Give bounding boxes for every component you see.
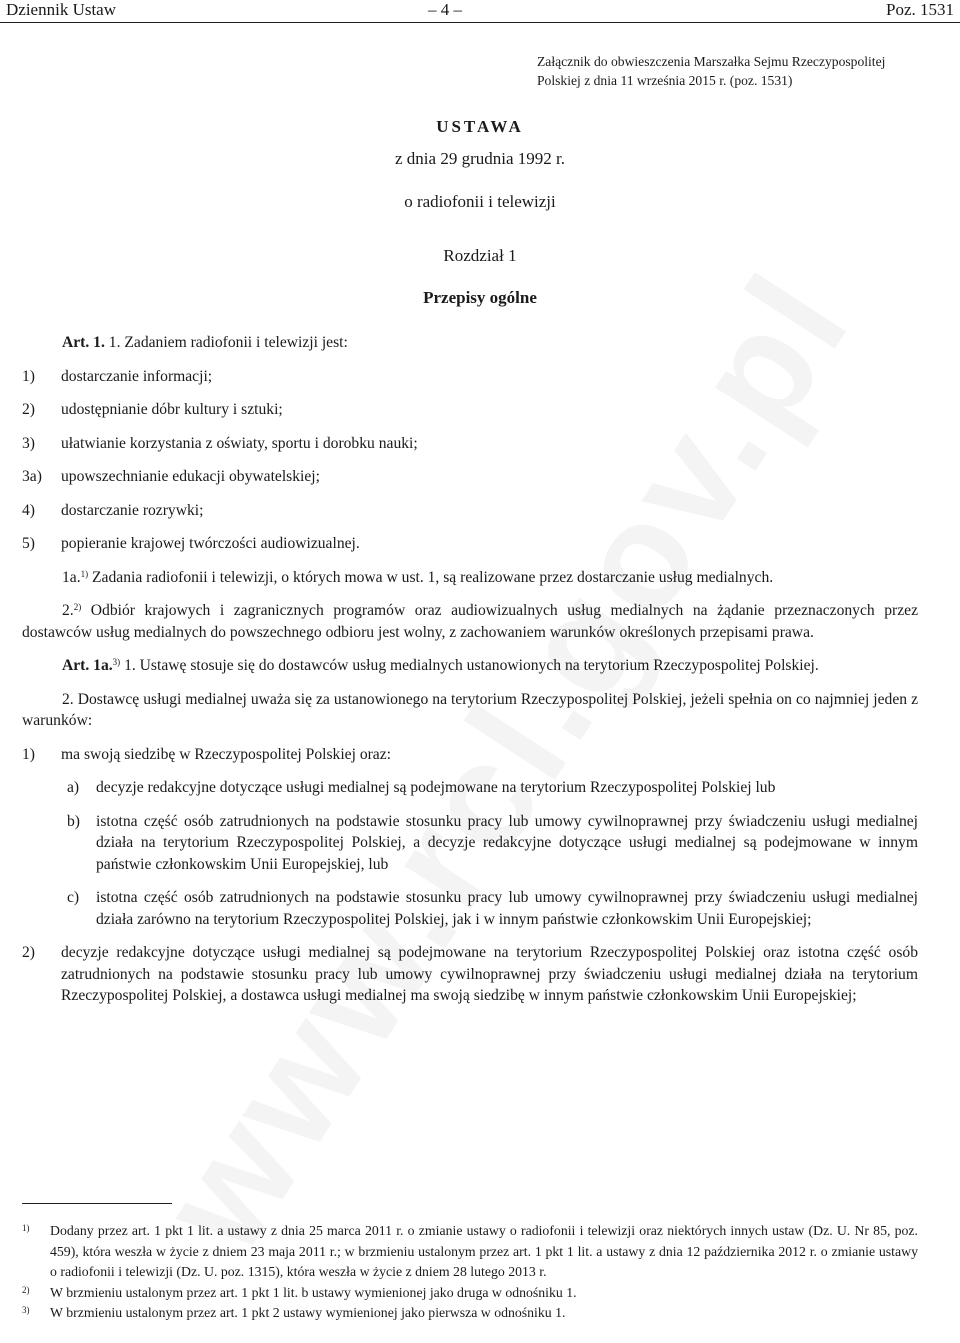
item-text: ułatwianie korzystania z oświaty, sportu i dorobku nauki; (61, 434, 418, 452)
paragraph-2 (22, 600, 918, 643)
item-number: 2) (22, 944, 35, 961)
list-item (22, 433, 918, 455)
chapter-label: Rozdział 1 (443, 246, 517, 265)
sub-list-item (67, 811, 918, 876)
act-date: z dnia 29 grudnia 1992 r. (395, 149, 565, 168)
footnote (22, 1221, 918, 1283)
footnote (22, 1303, 918, 1324)
act-type: USTAWA (436, 117, 524, 136)
list-item (22, 942, 918, 1007)
item-text: dostarczanie informacji; (61, 367, 213, 385)
article-label: Art. 1. (62, 334, 109, 351)
item-number: 5) (22, 535, 35, 552)
item-text: ma swoją siedzibę w Rzeczypospolitej Polskiej oraz: (61, 745, 391, 763)
footnote-separator (22, 1203, 172, 1204)
item-text: dostarczanie rozrywki; (61, 501, 204, 519)
page-number: – 4 – (428, 0, 462, 19)
item-number: 1) (22, 367, 35, 385)
journal-name: Dziennik Ustaw (6, 0, 117, 19)
footnotes (22, 1221, 918, 1324)
paragraph-text: Odbiór krajowych i zagranicznych programów oraz audiowizualnych usług medialnych na żądanie przeznaczonych przez dostawców usług medialnych do powszechnego odbioru jest wolny, z zachowaniem warunków określonych przepisami prawa. (22, 602, 918, 641)
item-number: 1) (22, 745, 35, 763)
list-item (22, 500, 918, 522)
item-text: upowszechnianie edukacji obywatelskiej; (61, 468, 320, 485)
document-body (22, 332, 918, 1019)
article-label: Art. 1a. (62, 657, 113, 674)
position-number: Poz. 1531 (886, 0, 954, 19)
annex-note-line: Załącznik do obwieszczenia Marszałka Sejmu Rzeczypospolitej (537, 54, 886, 69)
article-lead-text: 1. Zadaniem radiofonii i telewizji jest: (108, 334, 348, 351)
sub-list (22, 777, 918, 930)
item-number: 3) (22, 434, 35, 452)
paragraph-text: Zadania radiofonii i telewizji, o których mowa w ust. 1, są realizowane przez dostarczanie usług medialnych. (92, 568, 774, 586)
paragraph-text: 1. Ustawę stosuje się do dostawców usług medialnych ustanowionych na terytorium Rzeczypospolitej Polskiej. (124, 657, 819, 674)
page-header (0, 0, 960, 23)
list-item (22, 744, 918, 766)
chapter-title: Przepisy ogólne (423, 288, 537, 307)
sub-item-letter: a) (67, 779, 80, 796)
footnote-text: W brzmieniu ustalonym przez art. 1 pkt 2 ustawy wymienionej jako pierwsza w odnośniku 1. (50, 1305, 566, 1320)
footnote-mark: 3) (22, 1305, 30, 1315)
annex-note (537, 52, 947, 90)
sub-list-item (67, 887, 918, 930)
list-item (22, 533, 918, 555)
paragraph-number: 1a. (62, 568, 81, 586)
item-text: decyzje redakcyjne dotyczące usługi medialnej są podejmowane na terytorium Rzeczypospolitej Polskiej oraz istotna część osób zatrudnionych na podstawie stosunku pracy lub umowy cywilnoprawnej przy świadczeniu usługi medialnej działa na terytorium Rzeczypospolitej Polskiej, a dostawca usługi medialnej ma swoją siedzibę w innym państwie członkowskim Unii Europejskiej; (61, 944, 918, 1004)
footnote-text: W brzmieniu ustalonym przez art. 1 pkt 1 lit. b ustawy wymienionej jako druga w odnośniku 1. (50, 1284, 577, 1300)
annex-note-line: Polskiej z dnia 11 września 2015 r. (poz. 1531) (537, 73, 793, 88)
list-item (22, 466, 918, 488)
footnote-mark: 2) (22, 1284, 30, 1295)
footnote-ref[interactable]: 2) (73, 602, 82, 612)
item-number: 3a) (22, 468, 42, 485)
item-text: udostępnianie dóbr kultury i sztuki; (61, 401, 283, 418)
article-1a-paragraph-2 (22, 689, 918, 732)
item-number: 4) (22, 501, 35, 519)
paragraph-1a (22, 567, 918, 589)
act-subject: o radiofonii i telewizji (404, 192, 556, 211)
list-item (22, 399, 918, 421)
article-1a-paragraph-1 (22, 655, 918, 677)
sub-item-text: decyzje redakcyjne dotyczące usługi medialnej są podejmowane na terytorium Rzeczypospolitej Polskiej lub (96, 779, 776, 796)
paragraph-text: 2. Dostawcę usługi medialnej uważa się za ustanowionego na terytorium Rzeczypospolitej Polskiej, jeżeli spełnia on co najmniej jeden z warunków: (22, 690, 918, 729)
sub-item-text: istotna część osób zatrudnionych na podstawie stosunku pracy lub umowy cywilnoprawnej przy świadczeniu usługi medialnej działa na terytorium Rzeczypospolitej Polskiej, a decyzje redakcyjne dotyczące usługi medialnej są podejmowane w innym państwie członkowskim Unii Europejskiej, lub (96, 812, 918, 873)
list-item (22, 366, 918, 388)
footnote-mark: 1) (22, 1223, 30, 1233)
footnote-ref[interactable]: 1) (80, 568, 89, 579)
footnote-text: Dodany przez art. 1 pkt 1 lit. a ustawy z dnia 25 marca 2011 r. o zmianie ustawy o radiofonii i telewizji oraz niektórych innych ustaw (Dz. U. Nr 85, poz. 459), która weszła w życie z dniem 23 maja 2011 r.; w brzmieniu ustalonym przez art. 1 pkt 1 lit. a ustawy z dnia 12 października 2012 r. o zmianie ustawy o radiofonii i telewizji (Dz. U. poz. 1315), która weszła w życie z dniem 28 lutego 2013 r. (50, 1223, 918, 1279)
sub-item-letter: b) (67, 812, 80, 830)
sub-item-letter: c) (67, 889, 80, 906)
article-1-lead (22, 332, 918, 354)
paragraph-number: 2. (62, 602, 74, 619)
sub-item-text: istotna część osób zatrudnionych na podstawie stosunku pracy lub umowy cywilnoprawnej przy świadczeniu usługi medialnej działa zarówno na terytorium Rzeczypospolitej Polskiej, jak i w innym państwie członkowskim Unii Europejskiej; (96, 889, 918, 928)
footnote (22, 1283, 918, 1304)
footnote-ref[interactable]: 3) (112, 657, 121, 667)
item-text: popieranie krajowej twórczości audiowizualnej. (61, 535, 360, 552)
item-number: 2) (22, 401, 35, 418)
sub-list-item (67, 777, 918, 799)
